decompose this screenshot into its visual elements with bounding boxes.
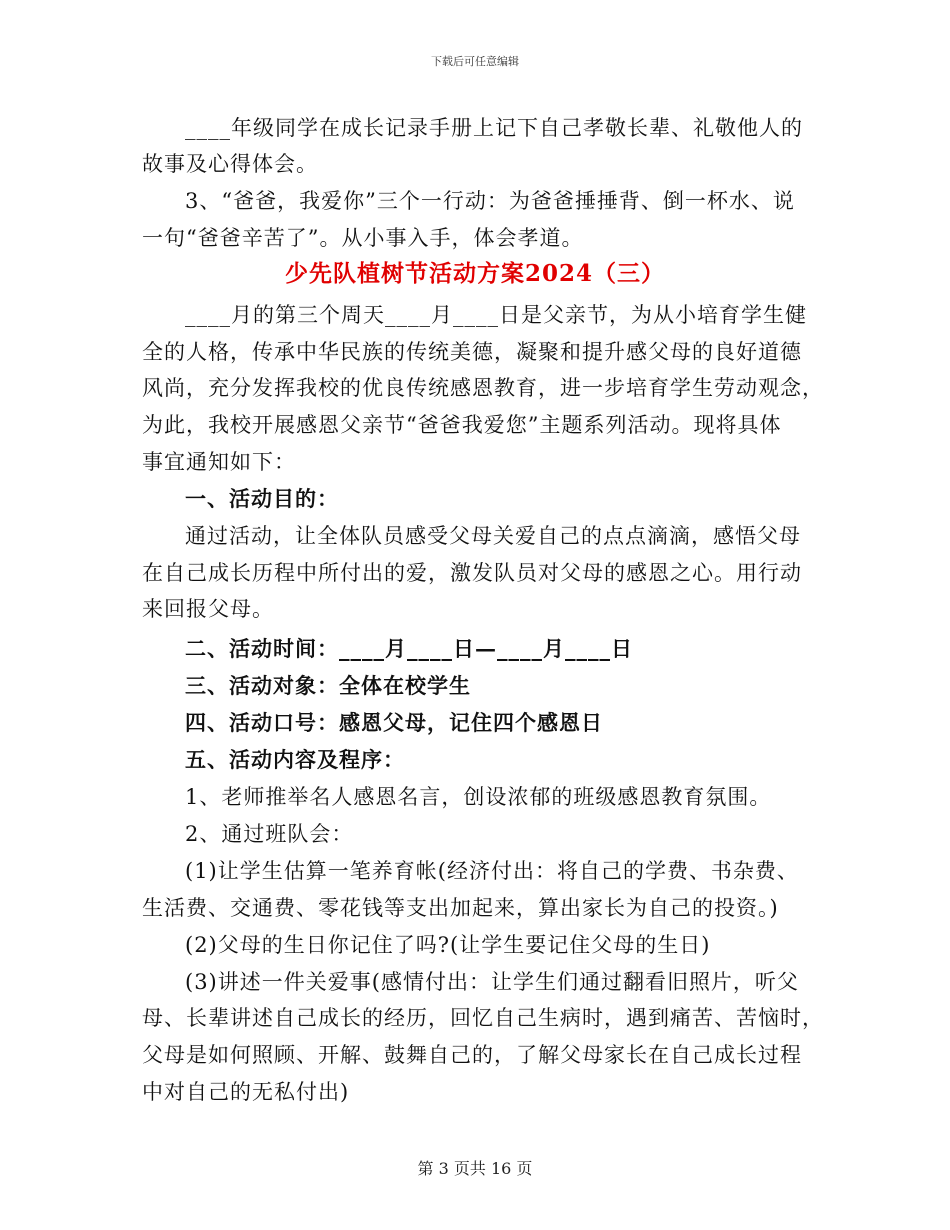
list-item: (1)让学生估算一笔养育帐(经济付出：将自己的学费、书杂费、 [185, 859, 799, 883]
paragraph-line: 为此，我校开展感恩父亲节“爸爸我爱您”主题系列活动。现将具体 [142, 413, 782, 437]
paragraph-line: 故事及心得体会。 [142, 152, 318, 176]
section-title: 少先队植树节活动方案2024（三） [284, 260, 665, 287]
paragraph-line: 父母是如何照顾、开解、鼓舞自己的，了解父母家长在自己成长过程 [142, 1043, 802, 1067]
paragraph-line: 通过活动，让全体队员感受父母关爱自己的点点滴滴，感悟父母 [185, 524, 801, 548]
section-heading-content: 五、活动内容及程序： [185, 747, 405, 772]
section-heading-purpose: 一、活动目的： [185, 486, 339, 511]
page-header-note: 下载后可任意编辑 [431, 55, 519, 68]
list-item: (3)讲述一件关爱事(感情付出：让学生们通过翻看旧照片，听父 [185, 970, 799, 994]
list-item: 1、老师推举名人感恩名言，创设浓郁的班级感恩教育氛围。 [185, 785, 772, 809]
paragraph-line: 事宜通知如下： [142, 450, 296, 474]
paragraph-line: 全的人格，传承中华民族的传统美德，凝聚和提升感父母的良好道德 [142, 340, 802, 364]
paragraph-line: 来回报父母。 [142, 597, 274, 621]
paragraph-line: 母、长辈讲述自己成长的经历，回忆自己生病时，遇到痛苦、苦恼时， [142, 1006, 824, 1030]
page-number-footer: 第 3 页共 16 页 [417, 1159, 533, 1178]
paragraph-line: ____月的第三个周天____月____日是父亲节，为从小培育学生健 [185, 303, 807, 327]
section-heading-slogan: 四、活动口号：感恩父母，记住四个感恩日 [185, 710, 603, 735]
paragraph-line: 一句“爸爸辛苦了”。从小事入手，体会孝道。 [142, 226, 584, 250]
section-heading-target: 三、活动对象：全体在校学生 [185, 673, 471, 698]
paragraph-line: 生活费、交通费、零花钱等支出加起来，算出家长为自己的投资。) [142, 896, 779, 920]
section-heading-time: 二、活动时间：____月____日—____月____日 [185, 636, 633, 661]
list-item: 2、通过班队会： [185, 822, 354, 846]
paragraph-line: 3、“爸爸，我爱你”三个一行动：为爸爸捶捶背、倒一杯水、说 [185, 189, 795, 213]
paragraph-line: 中对自己的无私付出) [142, 1080, 350, 1104]
paragraph-line: 风尚，充分发挥我校的优良传统感恩教育，进一步培育学生劳动观念， [142, 376, 824, 400]
list-item: (2)父母的生日你记住了吗?(让学生要记住父母的生日) [185, 933, 711, 957]
paragraph-line: ____年级同学在成长记录手册上记下自己孝敬长辈、礼敬他人的 [185, 116, 803, 140]
paragraph-line: 在自己成长历程中所付出的爱，激发队员对父母的感恩之心。用行动 [142, 561, 802, 585]
